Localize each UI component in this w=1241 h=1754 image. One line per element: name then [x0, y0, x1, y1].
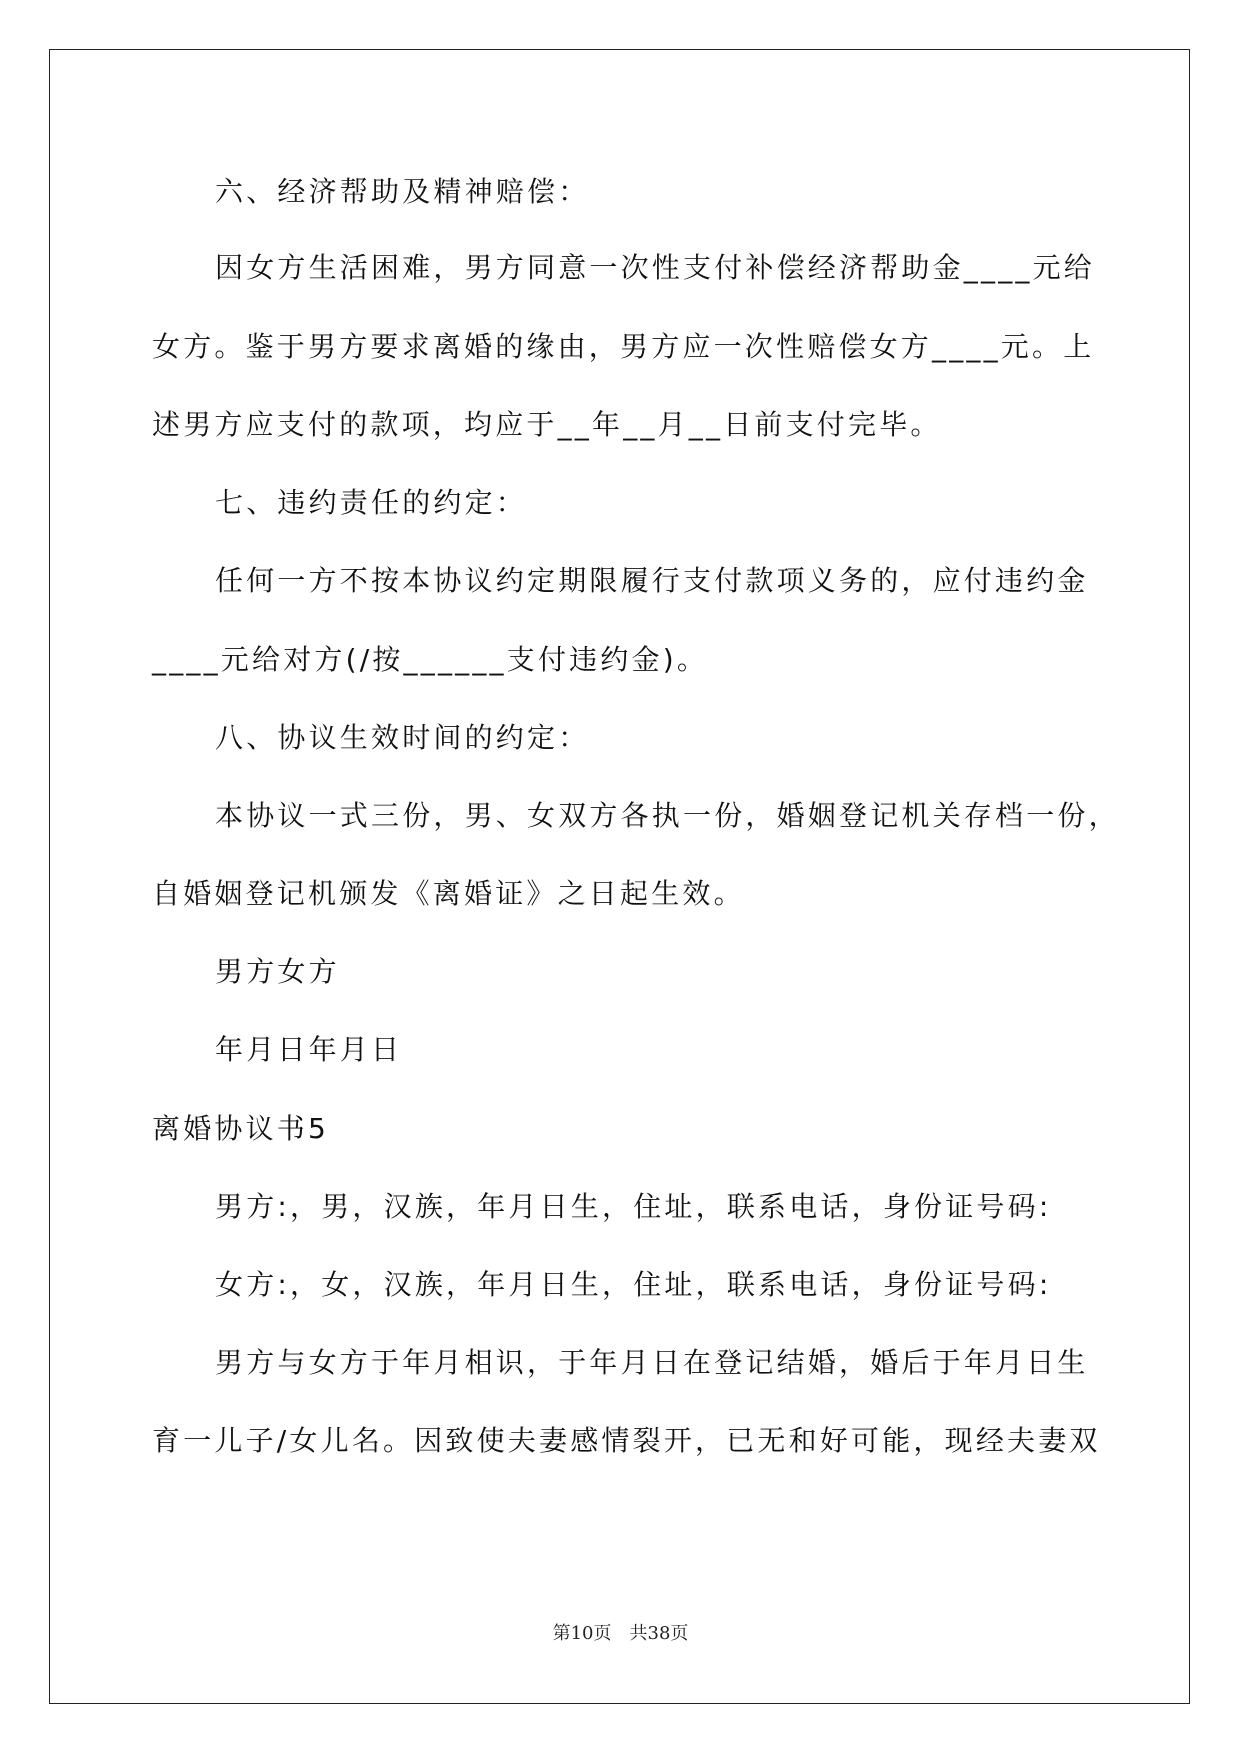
body-line: 育一儿子/女儿名。因致使夫妻感情裂开，已无和好可能，现经夫妻双 — [152, 1424, 1101, 1457]
body-line: 本协议一式三份，男、女双方各执一份，婚姻登记机关存档一份， — [215, 799, 1120, 832]
section-6-heading: 六、经济帮助及精神赔偿： — [215, 175, 590, 208]
section-7-heading: 七、违约责任的约定： — [215, 486, 528, 519]
body-line: 自婚姻登记机颁发《离婚证》之日起生效。 — [152, 877, 745, 910]
signature-line: 男方女方 — [215, 955, 340, 988]
body-line: 女方。鉴于男方要求离婚的缘由，男方应一次性赔偿女方____元。上 — [152, 330, 1095, 363]
body-line: 任何一方不按本协议约定期限履行支付款项义务的，应付违约金 — [215, 564, 1089, 597]
section-8-heading: 八、协议生效时间的约定： — [215, 721, 590, 754]
body-line: 男方与女方于年月相识，于年月日在登记结婚，婚后于年月日生 — [215, 1346, 1089, 1379]
agreement-title: 离婚协议书5 — [152, 1112, 330, 1145]
body-line: 男方:，男，汉族，年月日生，住址，联系电话，身份证号码: — [215, 1190, 1052, 1223]
body-line: 因女方生活困难，男方同意一次性支付补偿经济帮助金____元给 — [215, 251, 1096, 284]
page-footer — [0, 1622, 1241, 1646]
body-line: ____元给对方(/按______支付违约金)。 — [152, 643, 709, 676]
body-line: 述男方应支付的款项，均应于__年__月__日前支付完毕。 — [152, 408, 942, 441]
page-number-label: 第10页 共38页 — [552, 1623, 689, 1644]
date-line: 年月日年月日 — [215, 1033, 403, 1066]
body-line: 女方:，女，汉族，年月日生，住址，联系电话，身份证号码: — [215, 1268, 1052, 1301]
